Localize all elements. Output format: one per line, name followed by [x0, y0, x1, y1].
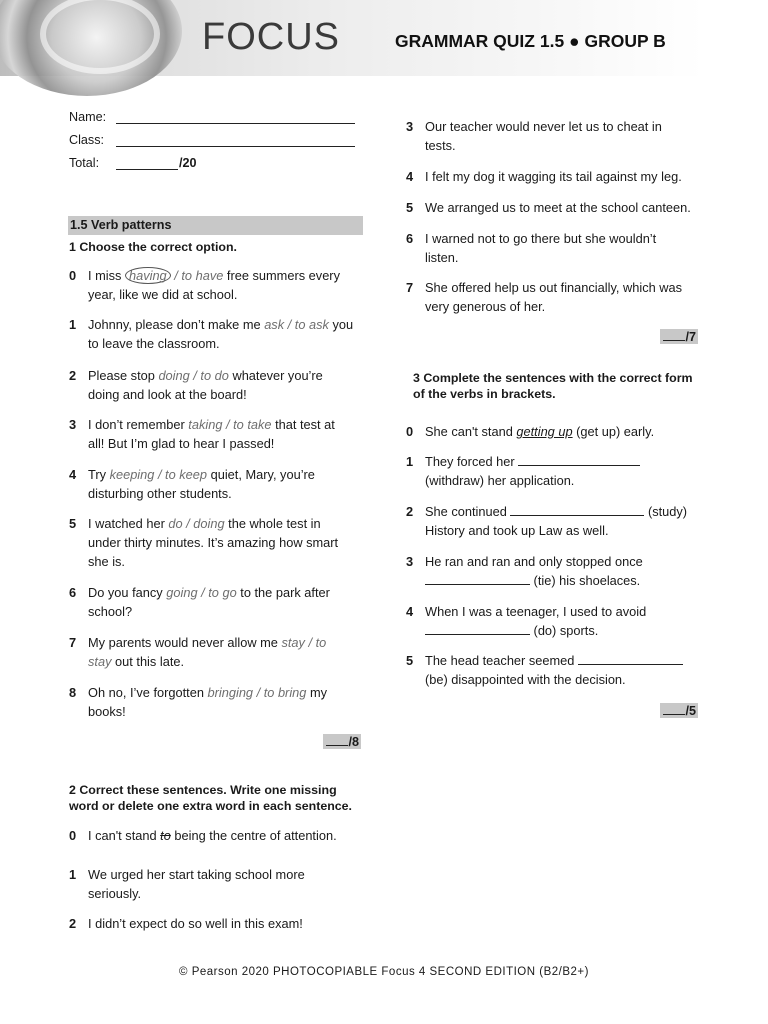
option[interactable]: doing / to do [158, 368, 229, 383]
item-text: (study) [644, 504, 688, 519]
example-answer: getting up [516, 424, 573, 439]
class-row [69, 133, 115, 147]
option[interactable]: going / to go [166, 585, 237, 600]
item-text: He ran and ran and only stopped once [425, 554, 643, 569]
item-number: 1 [406, 454, 414, 469]
item-text: Try [88, 467, 110, 482]
item-text: She continued [425, 504, 511, 519]
item-number: 2 [69, 916, 77, 931]
item-text: The head teacher seemed [425, 653, 578, 668]
instruction-line: of the verbs in brackets. [413, 387, 556, 401]
item-number: 8 [69, 685, 77, 700]
ex3-score-max: /5 [685, 704, 696, 718]
item-text: quiet, Mary, you’re [207, 467, 315, 482]
quiz-title: GRAMMAR QUIZ 1.5 ● GROUP B [395, 31, 666, 51]
answer-blank[interactable] [510, 502, 644, 516]
ex3-score-box[interactable] [660, 703, 698, 718]
ex1-score-max: /8 [348, 735, 359, 749]
item-text: When I was a teenager, I used to avoid [425, 604, 647, 619]
item-text: She can't stand [425, 424, 517, 439]
ex1-instruction: 1 Choose the correct option. [69, 240, 237, 254]
item-text: We arranged us to meet at the school canteen. [425, 200, 691, 215]
item-text: all! But I’m glad to hear I passed! [88, 436, 275, 451]
page-header [0, 0, 704, 76]
item-text: I felt my dog it wagging its tail against my leg. [425, 169, 682, 184]
item-text: very generous of her. [425, 299, 546, 314]
score-blank[interactable] [663, 703, 685, 715]
item-number: 7 [406, 280, 414, 295]
item-text: tests. [425, 138, 456, 153]
item-number: 0 [69, 828, 77, 843]
item-text: out this late. [111, 654, 185, 669]
item-text: (withdraw) her application. [425, 473, 575, 488]
option-separator: / [170, 268, 182, 283]
item-number: 3 [406, 119, 414, 134]
item-text: (get up) early. [572, 424, 655, 439]
ex3-instruction [413, 370, 693, 402]
instruction-line: word or delete one extra word in each sentence. [69, 799, 353, 813]
instruction-line: 3 Complete the sentences with the correct form [413, 371, 693, 385]
item-text: doing and look at the board! [88, 387, 247, 402]
item-number: 3 [406, 554, 414, 569]
class-field[interactable] [116, 146, 355, 147]
item-text: My parents would never allow me [88, 635, 282, 650]
item-text: free summers every [223, 268, 340, 283]
logo-text: FOCUS [202, 16, 340, 58]
score-blank[interactable] [663, 329, 685, 341]
item-text: whatever you’re [228, 368, 323, 383]
name-label: Name: [69, 110, 107, 124]
option[interactable]: stay [88, 654, 112, 669]
item-text: Please stop [88, 368, 159, 383]
option[interactable]: do / doing [168, 516, 225, 531]
item-text: my [306, 685, 328, 700]
name-field[interactable] [116, 123, 355, 124]
item-text: being the centre of attention. [170, 828, 337, 843]
item-text: I warned not to go there but she wouldn’t [425, 231, 657, 246]
score-blank[interactable] [326, 734, 348, 746]
footer-copyright: © Pearson 2020 PHOTOCOPIABLE Focus 4 SECOND EDITION (B2/B2+) [179, 966, 589, 978]
ex2-score-max: /7 [685, 330, 696, 344]
struck-word: to [160, 828, 171, 843]
item-text: disturbing other students. [88, 486, 232, 501]
item-text: that test at [271, 417, 335, 432]
ex1-score-box[interactable] [323, 734, 361, 749]
item-text: seriously. [88, 886, 142, 901]
item-text: Johnny, please don’t make me [88, 317, 265, 332]
item-text: I don’t remember [88, 417, 189, 432]
item-number: 4 [69, 467, 77, 482]
item-number: 3 [69, 417, 77, 432]
total-suffix: /20 [179, 156, 197, 170]
item-text: to leave the classroom. [88, 336, 220, 351]
item-number: 0 [406, 424, 414, 439]
item-text: she is. [88, 554, 125, 569]
class-label: Class: [69, 133, 104, 147]
total-row [69, 156, 115, 170]
item-number: 1 [69, 867, 77, 882]
item-text: I can't stand [88, 828, 161, 843]
item-text: under thirty minutes. It’s amazing how smart [88, 535, 339, 550]
instruction-line: 2 Correct these sentences. Write one missing [69, 783, 337, 797]
item-number: 6 [69, 585, 77, 600]
item-text: She offered help us out financially, which was [425, 280, 683, 295]
item-text: school? [88, 604, 133, 619]
item-text: History and took up Law as well. [425, 523, 609, 538]
item-text: listen. [425, 250, 459, 265]
item-text: Our teacher would never let us to cheat in [425, 119, 662, 134]
total-field[interactable] [116, 169, 178, 170]
answer-blank[interactable] [518, 452, 640, 466]
answer-blank[interactable] [578, 651, 683, 665]
option[interactable]: bringing / to bring [207, 685, 307, 700]
item-number: 6 [406, 231, 414, 246]
item-text: to the park after [236, 585, 330, 600]
ex2-instruction [69, 782, 352, 814]
item-text: Oh no, I’ve forgotten [88, 685, 208, 700]
item-text: the whole test in [224, 516, 321, 531]
option[interactable]: keeping / to keep [109, 467, 208, 482]
item-text: I didn’t expect do so well in this exam! [88, 916, 303, 931]
section-title: 1.5 Verb patterns [68, 216, 363, 235]
answer-blank[interactable] [425, 621, 530, 635]
item-number: 2 [406, 504, 414, 519]
item-number: 5 [406, 653, 414, 668]
item-number: 1 [69, 317, 77, 332]
option[interactable]: to have [181, 268, 224, 283]
item-text: They forced her [425, 454, 519, 469]
total-label: Total: [69, 156, 100, 170]
item-number: 4 [406, 604, 414, 619]
item-number: 0 [69, 268, 77, 283]
item-text: year, like we did at school. [88, 287, 238, 302]
option[interactable]: stay / to [281, 635, 327, 650]
option[interactable]: ask / to ask [264, 317, 329, 332]
item-text: books! [88, 704, 126, 719]
item-text: We urged her start taking school more [88, 867, 305, 882]
item-number: 4 [406, 169, 414, 184]
item-text: (do) sports. [530, 623, 599, 638]
item-number: 7 [69, 635, 77, 650]
item-text: (tie) his shoelaces. [530, 573, 641, 588]
item-number: 5 [69, 516, 77, 531]
item-text: Do you fancy [88, 585, 167, 600]
circled-answer: having [125, 267, 171, 284]
item-text: (be) disappointed with the decision. [425, 672, 626, 687]
ex2-score-box[interactable] [660, 329, 698, 344]
item-number: 5 [406, 200, 414, 215]
name-row [69, 110, 115, 124]
answer-blank[interactable] [425, 571, 530, 585]
item-number: 2 [69, 368, 77, 383]
item-text: I watched her [88, 516, 169, 531]
option[interactable]: taking / to take [188, 417, 272, 432]
item-text: you [328, 317, 354, 332]
item-text: I miss [88, 268, 125, 283]
